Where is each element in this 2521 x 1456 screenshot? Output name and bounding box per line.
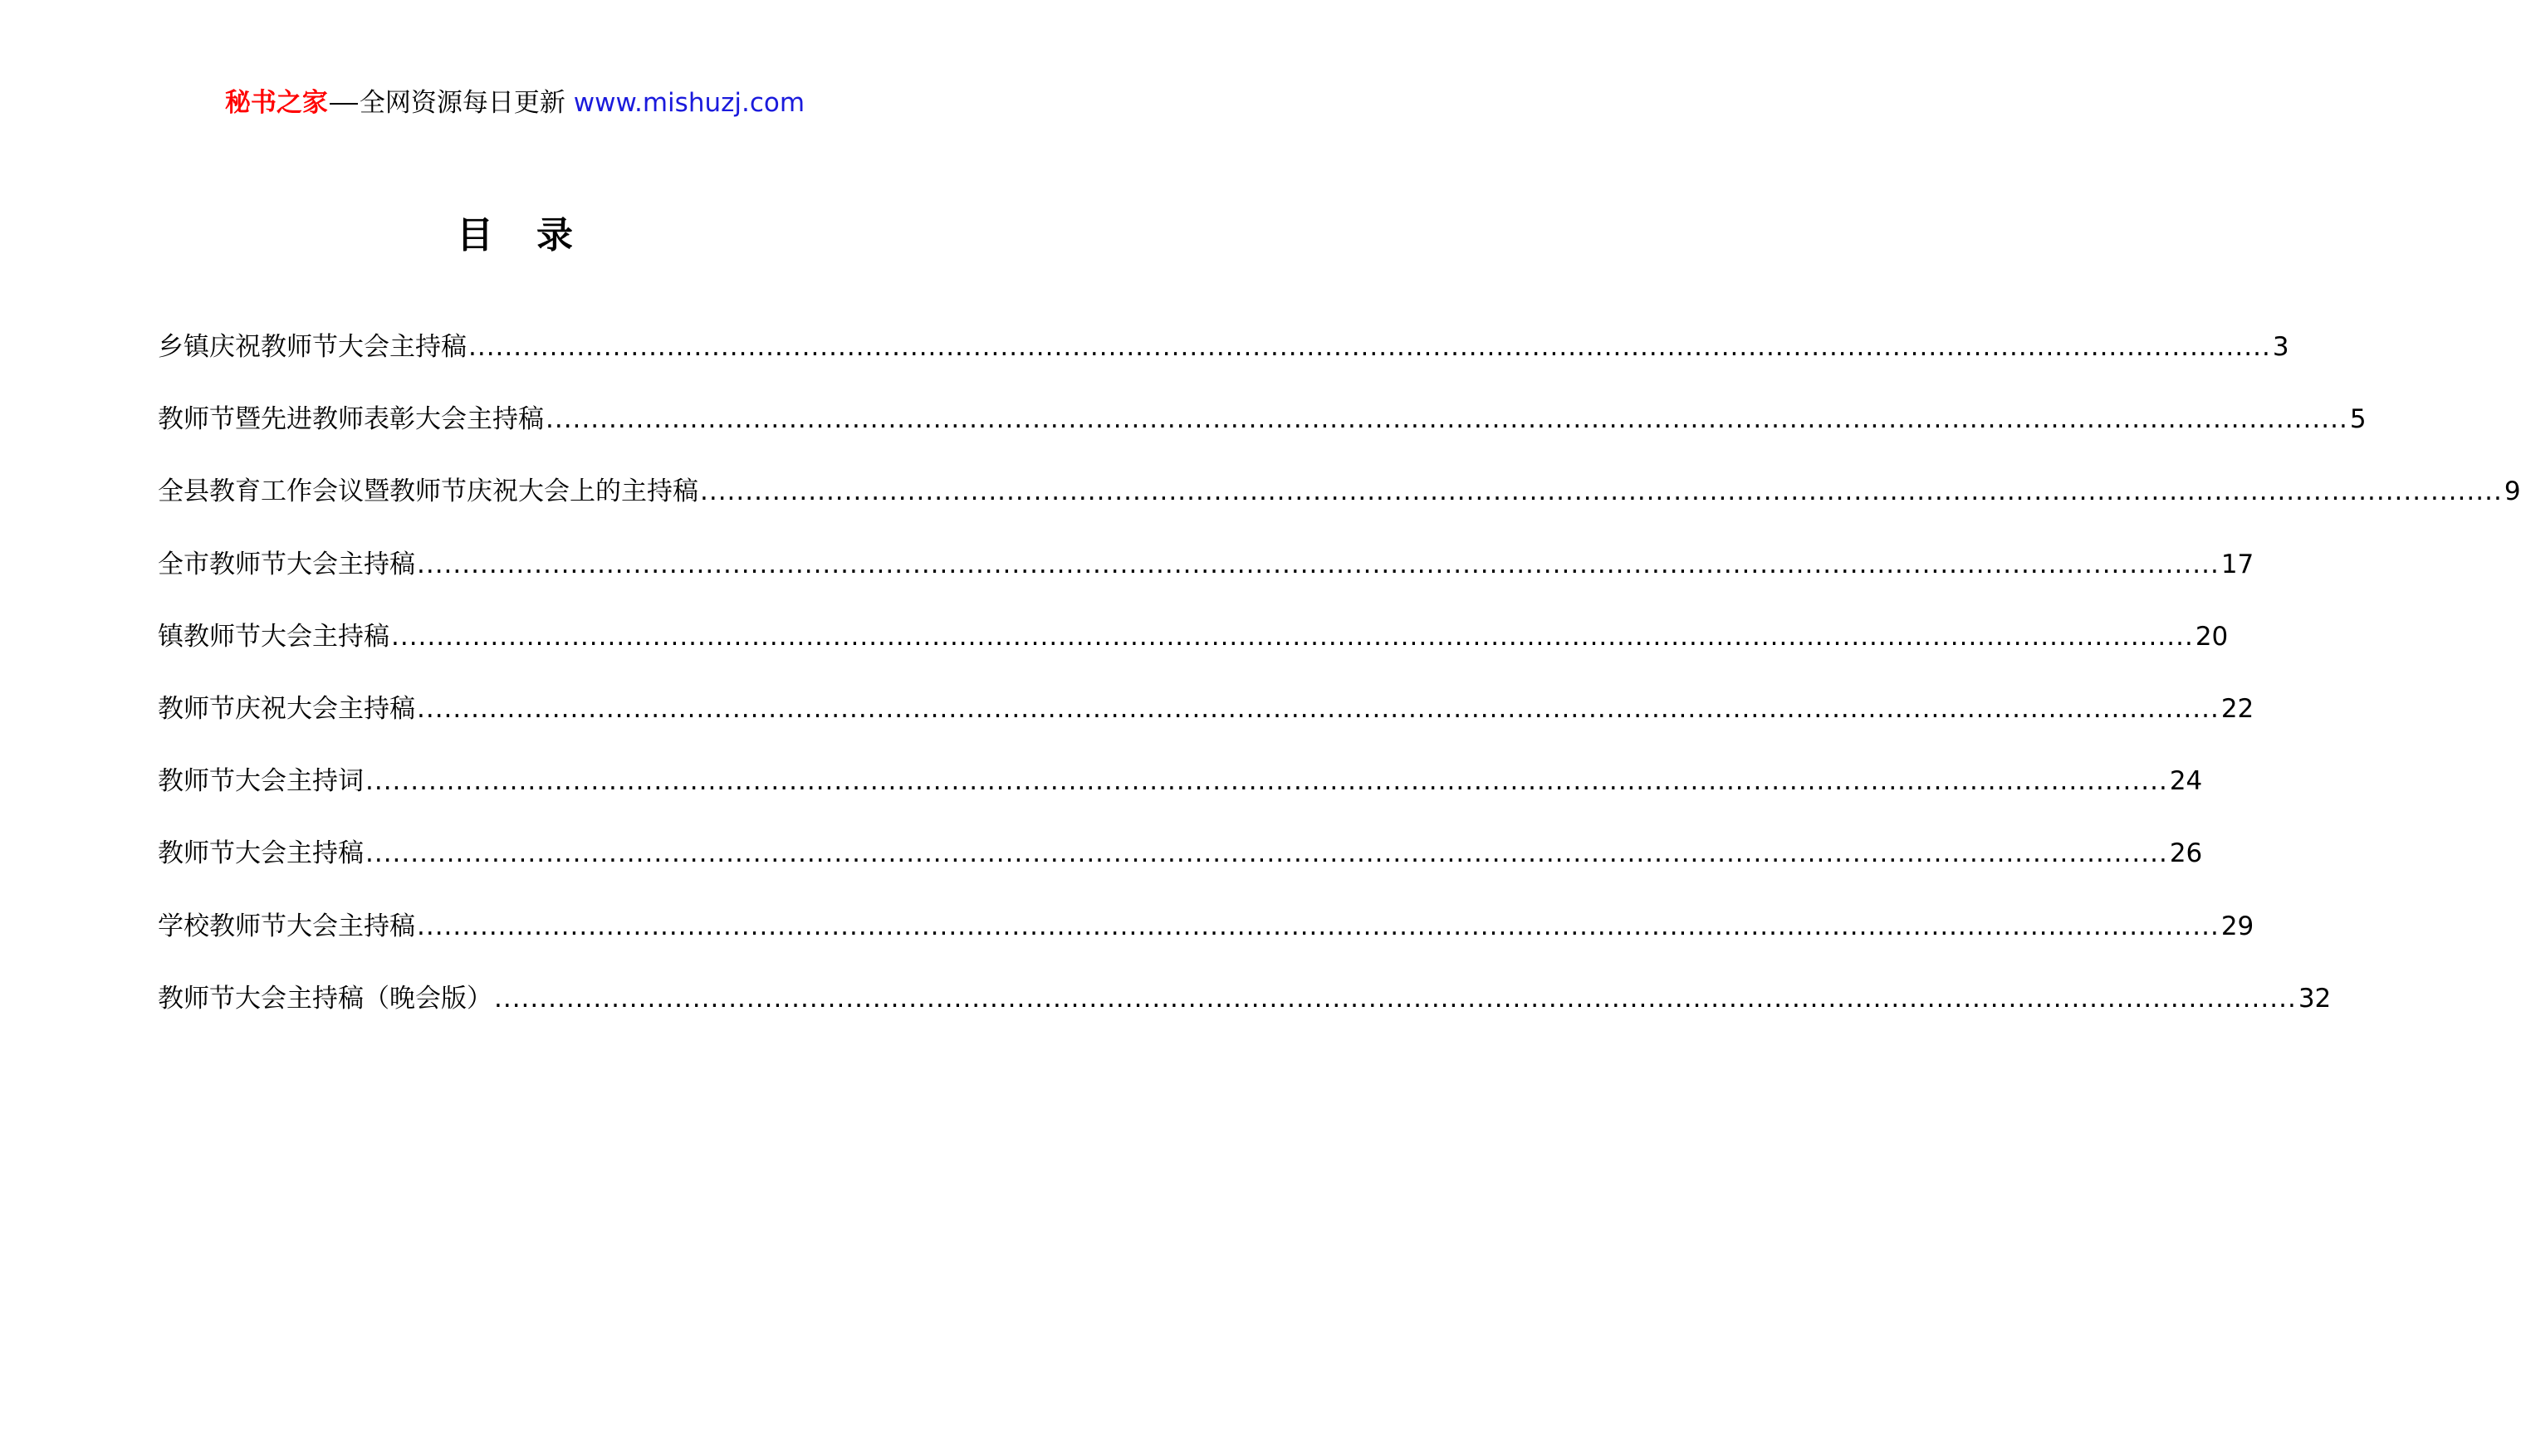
toc-dot-leader: ........................................................................................................................................................................................................ [417, 693, 2220, 724]
toc-entry-title: 教师节暨先进教师表彰大会主持稿 [158, 404, 544, 435]
toc-entry-page: 26 [2169, 838, 2203, 869]
site-brand: 秘书之家 [224, 88, 328, 118]
toc-dot-leader: ........................................................................................................................................................................................................ [417, 911, 2220, 941]
toc-dot-leader: ........................................................................................................................................................................................................ [391, 621, 2194, 652]
toc-entry-title: 乡镇庆祝教师节大会主持稿 [158, 332, 467, 362]
toc-entry[interactable] [158, 684, 2254, 756]
toc-entry[interactable] [158, 394, 2367, 467]
toc-title-char-1: 目 [457, 214, 493, 257]
toc-entry-page: 5 [2349, 404, 2367, 435]
toc-entry-title: 学校教师节大会主持稿 [158, 911, 415, 941]
toc-entry-page: 20 [2195, 621, 2229, 652]
toc-entry-page: 24 [2169, 766, 2203, 797]
toc-dot-leader: ........................................................................................................................................................................................................ [365, 838, 2168, 869]
toc-entry[interactable] [158, 540, 2254, 612]
toc-entry-title: 教师节大会主持稿（晚会版） [158, 983, 492, 1014]
toc-title [0, 211, 1030, 261]
toc-entry-page: 17 [2220, 549, 2254, 579]
toc-entry-page: 32 [2298, 983, 2332, 1014]
toc-entry[interactable] [158, 901, 2254, 974]
toc-dot-leader: ........................................................................................................................................................................................................ [468, 332, 2271, 362]
toc-entry-title: 教师节大会主持词 [158, 766, 364, 797]
site-url[interactable]: www.mishuzj.com [573, 88, 805, 118]
toc-entry-page: 3 [2272, 332, 2289, 362]
toc-entry[interactable] [158, 828, 2203, 901]
toc-entry[interactable] [158, 612, 2229, 684]
toc-list [158, 322, 2521, 1046]
toc-entry-title: 全县教育工作会议暨教师节庆祝大会上的主持稿 [158, 476, 698, 507]
toc-entry-page: 9 [2504, 476, 2521, 507]
toc-entry-title: 全市教师节大会主持稿 [158, 549, 415, 579]
toc-entry[interactable] [158, 467, 2521, 539]
toc-entry-title: 镇教师节大会主持稿 [158, 621, 389, 652]
site-slogan: 全网资源每日更新 [359, 88, 565, 118]
toc-entry[interactable] [158, 322, 2289, 394]
toc-entry-page: 22 [2220, 693, 2254, 724]
toc-dot-leader: ........................................................................................................................................................................................................ [365, 766, 2168, 797]
toc-entry[interactable] [158, 974, 2332, 1046]
toc-title-char-2: 录 [536, 214, 573, 257]
site-header [0, 83, 1030, 123]
toc-dot-leader: ........................................................................................................................................................................................................ [546, 404, 2348, 435]
toc-dot-leader: ........................................................................................................................................................................................................ [700, 476, 2503, 507]
toc-entry-title: 教师节大会主持稿 [158, 838, 364, 869]
toc-entry-title: 教师节庆祝大会主持稿 [158, 693, 415, 724]
toc-entry[interactable] [158, 756, 2203, 828]
toc-dot-leader: ........................................................................................................................................................................................................ [417, 549, 2220, 579]
toc-entry-page: 29 [2220, 911, 2254, 941]
header-dash [330, 103, 358, 105]
toc-dot-leader: ........................................................................................................................................................................................................ [494, 983, 2297, 1014]
